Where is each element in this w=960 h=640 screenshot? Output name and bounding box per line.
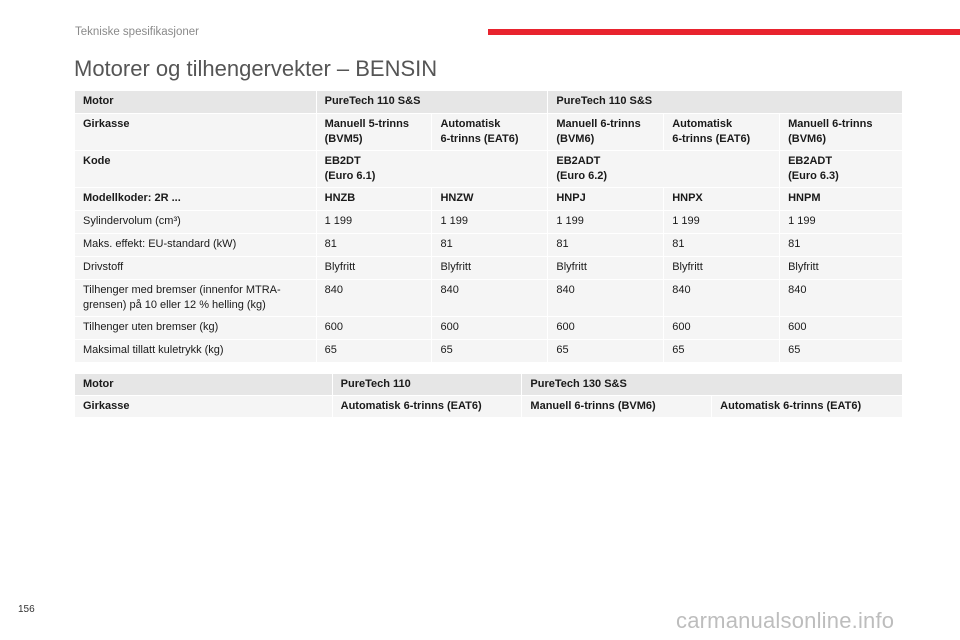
table-row xyxy=(75,317,903,340)
row-label: Girkasse xyxy=(75,114,317,151)
page-number: 156 xyxy=(18,604,35,615)
table-cell: 840 xyxy=(432,280,548,317)
table-cell: 81 xyxy=(432,234,548,257)
table-cell: 1 199 xyxy=(664,211,780,234)
row-label: Modellkoder: 2R ... xyxy=(75,188,317,211)
motor-row xyxy=(75,374,903,396)
table-cell: Blyfritt xyxy=(664,257,780,280)
row-label: Motor xyxy=(75,374,333,396)
table-row xyxy=(75,257,903,280)
row-label: Kode xyxy=(75,151,317,188)
table-cell: Manuell 5-trinns (BVM5) xyxy=(316,114,432,151)
gearbox-row xyxy=(75,396,903,418)
engine-spec-table xyxy=(74,90,903,363)
table-cell: Automatisk 6-trinns (EAT6) xyxy=(332,396,522,418)
row-label: Tilhenger med bremser (innenfor MTRA- grensen) på 10 eller 12 % helling (kg) xyxy=(75,280,317,317)
table-cell: 1 199 xyxy=(548,211,664,234)
table-cell: EB2DT (Euro 6.1) xyxy=(316,151,548,188)
code-row xyxy=(75,151,903,188)
motor-row xyxy=(75,91,903,114)
header-accent-bar xyxy=(488,29,960,35)
table-row xyxy=(75,340,903,363)
row-label: Tilhenger uten bremser (kg) xyxy=(75,317,317,340)
table-cell: PureTech 110 S&S xyxy=(316,91,548,114)
table-cell: Automatisk 6-trinns (EAT6) xyxy=(432,114,548,151)
table-cell: EB2ADT (Euro 6.3) xyxy=(780,151,903,188)
table-cell: 81 xyxy=(316,234,432,257)
table-cell: 600 xyxy=(664,317,780,340)
row-label: Sylindervolum (cm³) xyxy=(75,211,317,234)
table-cell: 600 xyxy=(548,317,664,340)
table-cell: 81 xyxy=(780,234,903,257)
table-cell: 600 xyxy=(432,317,548,340)
table-cell: 1 199 xyxy=(780,211,903,234)
table-cell: 81 xyxy=(548,234,664,257)
table-cell: HNZB xyxy=(316,188,432,211)
table-cell: HNZW xyxy=(432,188,548,211)
table-cell: Blyfritt xyxy=(316,257,432,280)
engine-spec-table-2 xyxy=(74,373,903,418)
table-row xyxy=(75,234,903,257)
table-cell: 840 xyxy=(316,280,432,317)
table-cell: Manuell 6-trinns (BVM6) xyxy=(522,396,712,418)
table-cell: 65 xyxy=(548,340,664,363)
table-cell: 65 xyxy=(664,340,780,363)
table-cell: PureTech 110 S&S xyxy=(548,91,903,114)
table-cell: 1 199 xyxy=(432,211,548,234)
row-label: Drivstoff xyxy=(75,257,317,280)
page-title: Motorer og tilhengervekter – BENSIN xyxy=(74,56,438,81)
table-cell: Manuell 6-trinns (BVM6) xyxy=(548,114,664,151)
table-cell: 65 xyxy=(316,340,432,363)
table-cell: PureTech 130 S&S xyxy=(522,374,903,396)
table-cell: 65 xyxy=(432,340,548,363)
model-code-row xyxy=(75,188,903,211)
table-cell: HNPX xyxy=(664,188,780,211)
table-row xyxy=(75,211,903,234)
table-cell: Automatisk 6-trinns (EAT6) xyxy=(664,114,780,151)
table-cell: 840 xyxy=(780,280,903,317)
section-header: Tekniske spesifikasjoner xyxy=(75,26,200,38)
table-cell: Blyfritt xyxy=(780,257,903,280)
gearbox-row xyxy=(75,114,903,151)
table-cell: HNPJ xyxy=(548,188,664,211)
table-cell: 600 xyxy=(780,317,903,340)
table-cell: 65 xyxy=(780,340,903,363)
row-label: Girkasse xyxy=(75,396,333,418)
table-cell: Blyfritt xyxy=(432,257,548,280)
table-cell: Automatisk 6-trinns (EAT6) xyxy=(712,396,903,418)
table-cell: Blyfritt xyxy=(548,257,664,280)
table-cell: HNPM xyxy=(780,188,903,211)
table-cell: 1 199 xyxy=(316,211,432,234)
table-cell: Manuell 6-trinns (BVM6) xyxy=(780,114,903,151)
table-cell: 840 xyxy=(548,280,664,317)
row-label: Maks. effekt: EU-standard (kW) xyxy=(75,234,317,257)
table-cell: EB2ADT (Euro 6.2) xyxy=(548,151,780,188)
table-cell: 840 xyxy=(664,280,780,317)
table-row xyxy=(75,280,903,317)
table-cell: 600 xyxy=(316,317,432,340)
watermark-text: carmanualsonline.info xyxy=(676,608,895,633)
table-cell: PureTech 110 xyxy=(332,374,522,396)
row-label: Maksimal tillatt kuletrykk (kg) xyxy=(75,340,317,363)
row-label: Motor xyxy=(75,91,317,114)
table-cell: 81 xyxy=(664,234,780,257)
